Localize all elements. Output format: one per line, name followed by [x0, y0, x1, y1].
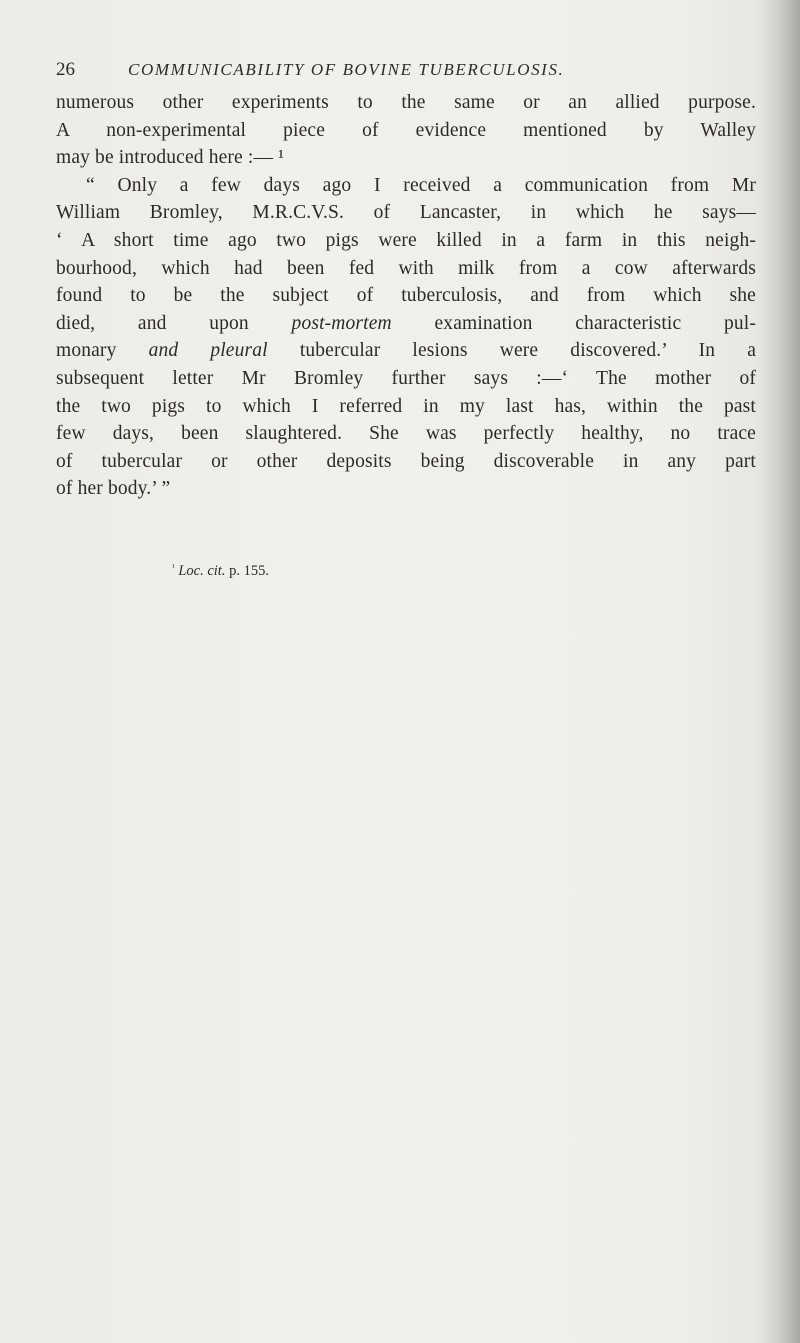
running-title: COMMUNICABILITY OF BOVINE TUBERCULOSIS.	[128, 60, 565, 79]
body-paragraph	[56, 89, 756, 503]
footnote	[172, 557, 269, 581]
text-line: died, and upon post-mortem examination characteristic pul-	[56, 312, 756, 334]
page-spine-shadow	[762, 0, 800, 1343]
running-head	[56, 56, 756, 84]
text-line: few days, been slaughtered. She was perfectly healthy, no trace	[56, 423, 756, 445]
text-line: numerous other experiments to the same or an allied purpose.	[56, 92, 756, 113]
text-line: subsequent letter Mr Bromley further says :—‘ The mother of	[56, 367, 756, 389]
text-line: A non-experimental piece of evidence mentioned by Walley	[56, 119, 756, 141]
quotation-start-line: “ Only a few days ago I received a communication from Mr	[86, 174, 756, 196]
footnote-citation: Loc. cit.	[178, 563, 226, 579]
text-line: ‘ A short time ago two pigs were killed in a farm in this neigh-	[56, 229, 756, 251]
text-line: of her body.’ ”	[56, 478, 171, 500]
italic-term: post-mortem	[291, 312, 392, 334]
text-line: the two pigs to which I referred in my last has, within the past	[56, 395, 756, 417]
italic-term: and pleural	[148, 340, 268, 362]
text-line: may be introduced here :— ¹	[56, 147, 285, 169]
text-line: bourhood, which had been fed with milk from a cow afterwards	[56, 257, 756, 279]
text-line: found to be the subject of tuberculosis, and from which she	[56, 285, 756, 307]
footnote-page-ref: p. 155.	[229, 563, 269, 579]
text-line: of tubercular or other deposits being discoverable in any part	[56, 450, 756, 472]
text-line: William Bromley, M.R.C.V.S. of Lancaster, in which he says—	[56, 202, 756, 224]
footnote-marker: ¹	[172, 562, 175, 572]
text-line: monary and pleural tubercular lesions were discovered.’ In a	[56, 340, 757, 362]
page-number: 26	[56, 59, 75, 80]
